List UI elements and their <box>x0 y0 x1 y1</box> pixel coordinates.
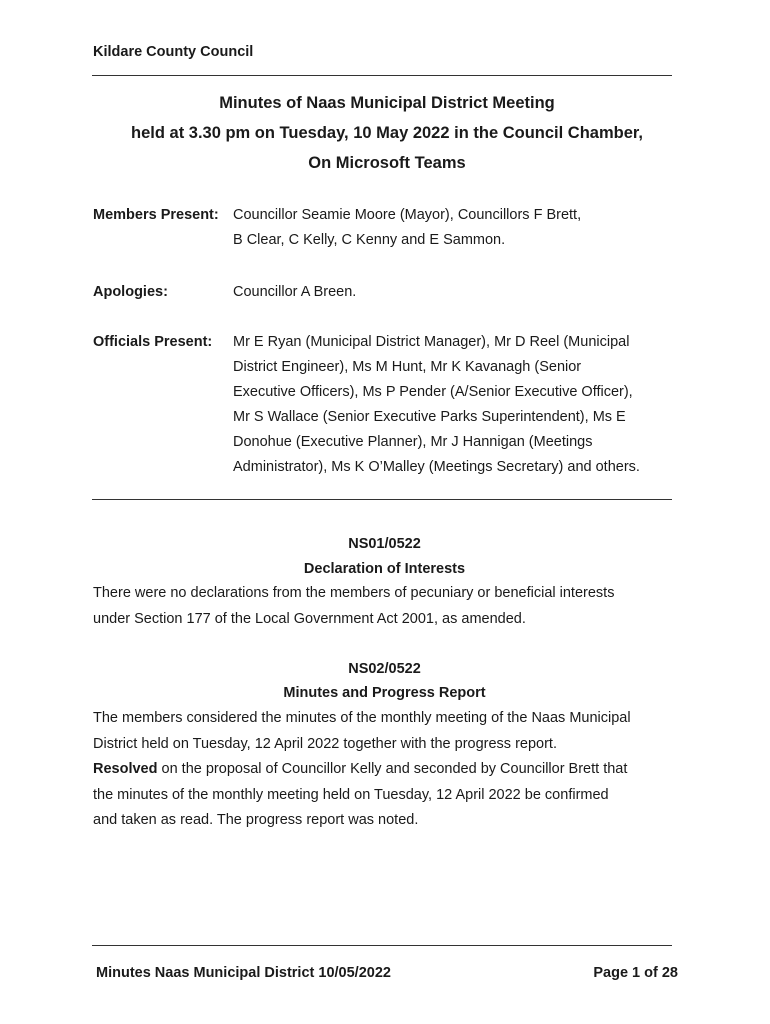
title-line-1: Minutes of Naas Municipal District Meeting <box>219 94 555 112</box>
resolved-line <box>93 757 683 783</box>
body-line: There were no declarations from the members of pecuniary or beneficial interests <box>93 585 615 601</box>
members-present-text <box>233 203 683 253</box>
resolved-text: on the proposal of Councillor Kelly and seconded by Councillor Brett that <box>157 761 628 777</box>
body-line: The members considered the minutes of the monthly meeting of the Naas Municipal <box>93 710 631 726</box>
body-line: the minutes of the monthly meeting held on Tuesday, 12 April 2022 be confirmed <box>93 786 609 803</box>
resolved-keyword: Resolved <box>93 761 158 777</box>
section-code: NS02/0522 <box>348 661 421 677</box>
members-line: B Clear, C Kelly, C Kenny and E Sammon. <box>233 232 506 248</box>
officials-line: Mr S Wallace (Senior Executive Parks Superintendent), Ms E <box>233 409 626 425</box>
section-body <box>93 581 683 632</box>
footer-document-title: Minutes Naas Municipal District 10/05/2022 <box>96 965 391 981</box>
title-line-2: held at 3.30 pm on Tuesday, 10 May 2022 in the Council Chamber, <box>131 124 643 142</box>
section-code: NS01/0522 <box>348 536 421 552</box>
footer-page-number: Page 1 of 28 <box>593 965 678 981</box>
officials-present-text <box>233 330 683 480</box>
section-body <box>93 706 683 834</box>
officials-line: Mr E Ryan (Municipal District Manager), Mr D Reel (Municipal <box>233 334 630 350</box>
members-line: Councillor Seamie Moore (Mayor), Councillors F Brett, <box>233 207 582 223</box>
officials-present-label: Officials Present: <box>93 334 213 350</box>
title-line-3: On Microsoft Teams <box>308 154 466 172</box>
attendance-divider <box>92 499 672 500</box>
officials-line: Donohue (Executive Planner), Mr J Hannigan (Meetings <box>233 434 593 450</box>
body-line: District held on Tuesday, 12 April 2022 together with the progress report. <box>93 735 557 752</box>
section-heading: Minutes and Progress Report <box>283 685 486 701</box>
apologies-label: Apologies: <box>93 284 168 300</box>
footer-divider <box>92 945 672 946</box>
officials-line: Administrator), Ms K O’Malley (Meetings Secretary) and others. <box>233 459 640 475</box>
officials-line: Executive Officers), Ms P Pender (A/Senior Executive Officer), <box>233 384 633 400</box>
officials-line: District Engineer), Ms M Hunt, Mr K Kavanagh (Senior <box>233 359 582 375</box>
body-line: and taken as read. The progress report was noted. <box>93 812 419 828</box>
apologies-text: Councillor A Breen. <box>233 284 357 300</box>
section-heading: Declaration of Interests <box>303 561 466 577</box>
members-present-label: Members Present: <box>93 207 219 223</box>
header-organisation: Kildare County Council <box>93 44 254 60</box>
header-divider <box>92 75 672 76</box>
body-line: under Section 177 of the Local Government Act 2001, as amended. <box>93 610 526 627</box>
